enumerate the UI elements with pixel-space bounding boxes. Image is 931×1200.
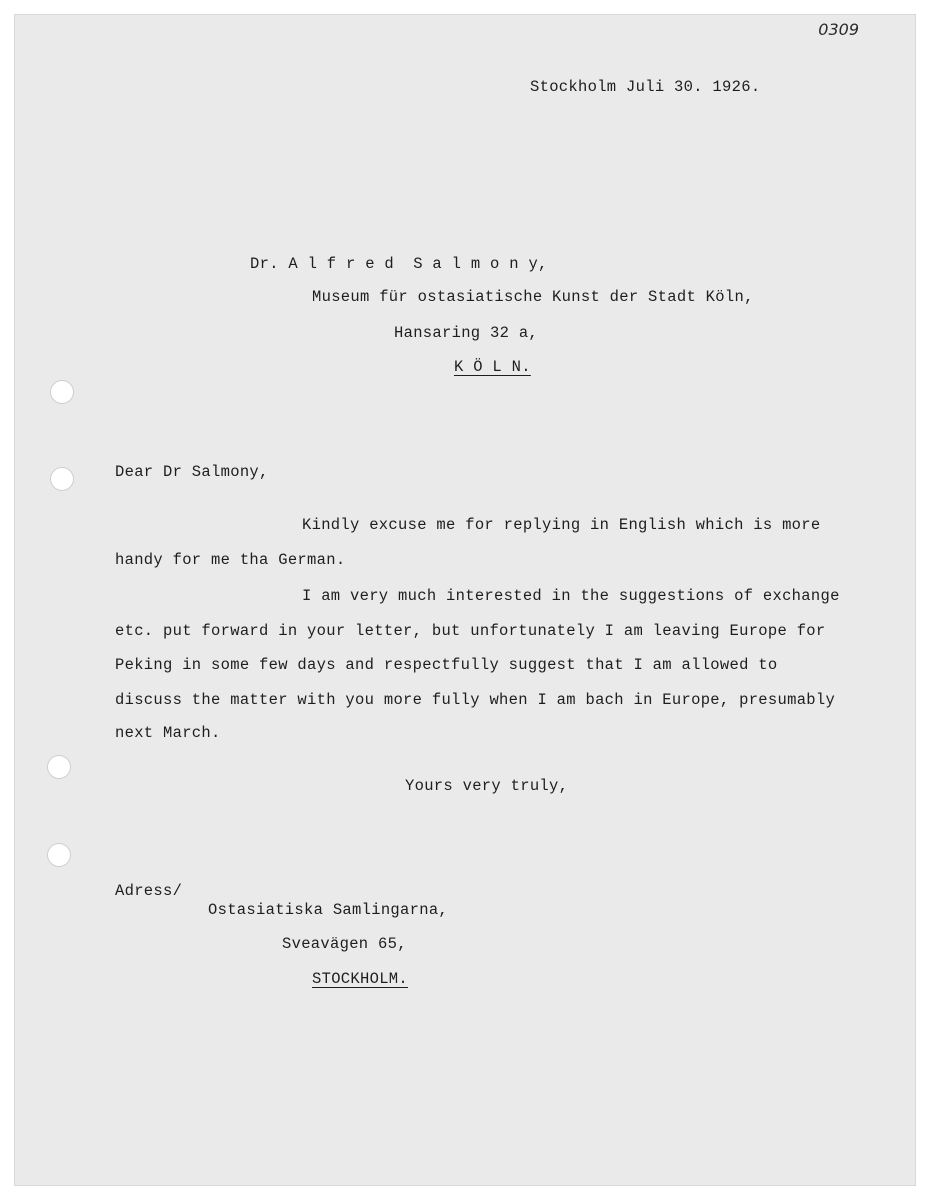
body-line: etc. put forward in your letter, but unfortunately I am leaving Europe for <box>115 622 826 640</box>
recipient-street: Hansaring 32 a, <box>394 324 539 342</box>
body-line: Peking in some few days and respectfully suggest that I am allowed to <box>115 656 778 674</box>
address-label: Adress/ <box>115 882 183 900</box>
punch-hole <box>50 380 74 404</box>
address-line: Sveavägen 65, <box>282 935 407 953</box>
recipient-institution: Museum für ostasiatische Kunst der Stadt Köln, <box>312 288 754 306</box>
body-line: discuss the matter with you more fully when I am bach in Europe, presumably <box>115 691 836 709</box>
body-line: next March. <box>115 724 221 742</box>
address-city: STOCKHOLM. <box>312 970 409 988</box>
address-line: Ostasiatiska Samlingarna, <box>208 901 449 919</box>
recipient-city: K Ö L N. <box>454 358 531 376</box>
archive-number: 0309 <box>818 20 859 39</box>
punch-hole <box>50 467 74 491</box>
date-line: Stockholm Juli 30. 1926. <box>530 78 761 96</box>
salutation: Dear Dr Salmony, <box>115 463 269 481</box>
body-line: handy for me tha German. <box>115 551 346 569</box>
body-line: I am very much interested in the suggestions of exchange <box>302 587 840 605</box>
recipient-name: Dr. A l f r e d S a l m o n y, <box>250 255 548 273</box>
punch-hole <box>47 755 71 779</box>
punch-hole <box>47 843 71 867</box>
closing: Yours very truly, <box>405 777 569 795</box>
body-line: Kindly excuse me for replying in English which is more <box>302 516 821 534</box>
